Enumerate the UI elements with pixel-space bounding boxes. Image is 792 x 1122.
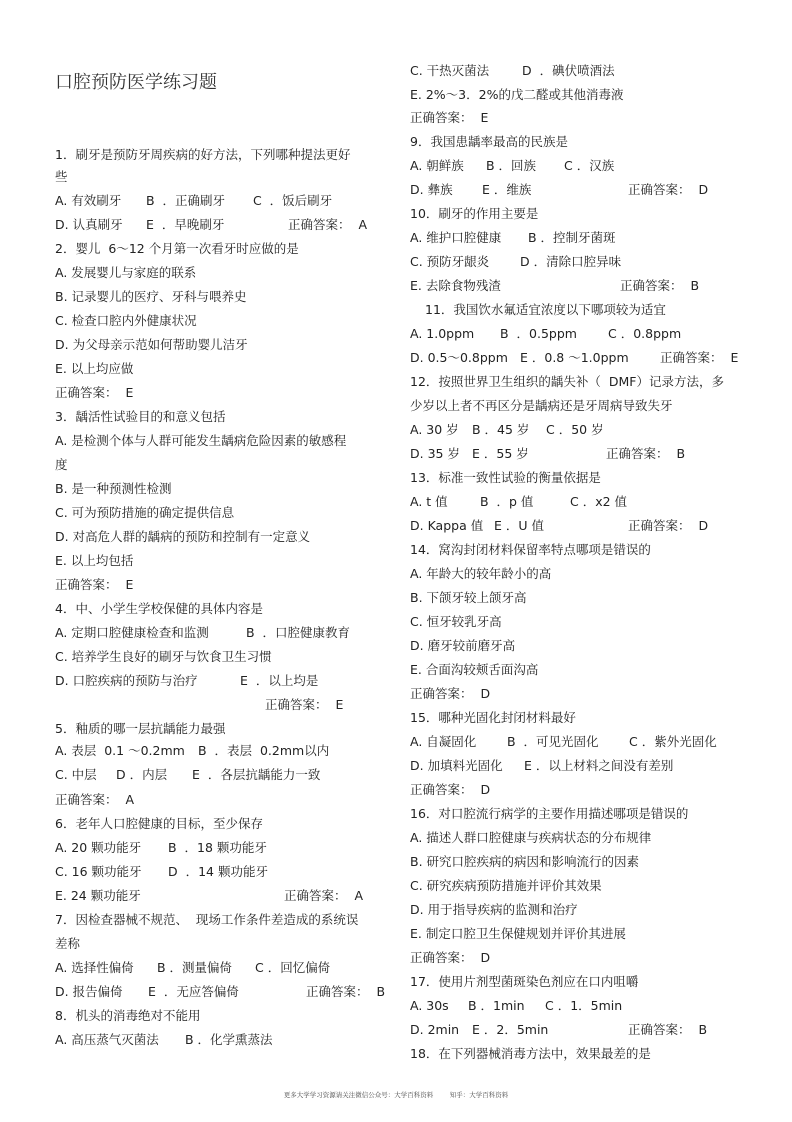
question-text: 2．婴儿 6～12 个月第一次看牙时应做的是 — [55, 241, 299, 256]
answer-key: 正确答案： E — [410, 110, 489, 125]
question-text: 11．我国饮水氟适宜浓度以下哪项较为适宜 — [425, 302, 666, 317]
option-text: B ．表层 0.2mm以内 — [198, 743, 330, 758]
option-text: C. 培养学生良好的刷牙与饮食卫生习惯 — [55, 649, 272, 664]
option-text: D ．碘伏喷酒法 — [522, 63, 615, 78]
option-text: D. Kappa 值 — [410, 518, 484, 533]
option-text: E ．2．5min — [472, 1022, 549, 1037]
option-text: B. 下颌牙较上颌牙高 — [410, 590, 527, 605]
option-text: A. 自凝固化 — [410, 734, 477, 749]
option-text: E. 去除食物残渣 — [410, 278, 501, 293]
option-text: A. 维护口腔健康 — [410, 230, 502, 245]
answer-key: 正确答案： B — [620, 278, 700, 293]
answer-key: 正确答案： D — [410, 950, 491, 965]
question-text: 1．刷牙是预防牙周疾病的好方法，下列哪种提法更好 — [55, 147, 351, 162]
option-text: C. 预防牙龈炎 — [410, 254, 490, 269]
option-text: C. 干热灭菌法 — [410, 63, 490, 78]
option-text: E. 制定口腔卫生保健规划并评价其进展 — [410, 926, 626, 941]
option-text: D. 0.5～0.8ppm — [410, 350, 508, 365]
option-text: B ．0.5ppm — [500, 326, 577, 341]
option-text: C. 16 颗功能牙 — [55, 864, 142, 879]
option-text: E ．各层抗龋能力一致 — [192, 767, 321, 782]
question-text: 16．对口腔流行病学的主要作用描述哪项是错误的 — [410, 806, 689, 821]
option-text: C. 检查口腔内外健康状况 — [55, 313, 197, 328]
option-text: C. 恒牙较乳牙高 — [410, 614, 502, 629]
answer-key: 正确答案： D — [410, 686, 491, 701]
option-text: E ．早晚刷牙 — [146, 217, 225, 232]
option-text: B ．控制牙菌斑 — [528, 230, 616, 245]
option-text: D. 2min — [410, 1022, 460, 1037]
option-text: E ．以上均是 — [240, 673, 319, 688]
question-text: 15．哪种光固化封闭材料最好 — [410, 710, 576, 725]
option-text: D. 对高危人群的龋病的预防和控制有一定意义 — [55, 529, 311, 544]
question-text: 8．机头的消毒绝对不能用 — [55, 1008, 201, 1023]
option-text: E ．U 值 — [494, 518, 544, 533]
option-text: E ．0.8 ～1.0ppm — [520, 350, 629, 365]
answer-key: 正确答案： D — [410, 782, 491, 797]
option-text: B. 是一种预测性检测 — [55, 481, 172, 496]
option-text: A. 30 岁 — [410, 422, 459, 437]
option-text: A. 高压蒸气灭菌法 — [55, 1032, 159, 1047]
option-text: E. 以上均包括 — [55, 553, 134, 568]
option-text: C ．紫外光固化 — [629, 734, 717, 749]
question-text: 6．老年人口腔健康的目标，至少保存 — [55, 816, 263, 831]
option-text: C. 可为预防措施的确定提供信息 — [55, 505, 235, 520]
answer-key: 正确答案： A — [288, 217, 367, 232]
option-text: A. 发展婴儿与家庭的联系 — [55, 265, 197, 280]
option-text: D. 彝族 — [410, 182, 453, 197]
footer-note: 更多大学学习资源请关注微信公众号：大学百科资料 知乎：大学百科资料 — [283, 1091, 509, 1099]
option-text: A. 1.0ppm — [410, 326, 475, 341]
option-text: D. 口腔疾病的预防与治疗 — [55, 673, 198, 688]
option-text: E. 以上均应做 — [55, 361, 134, 376]
option-text: D ．14 颗功能牙 — [168, 864, 268, 879]
option-text: 度 — [55, 457, 68, 472]
option-text: D ．清除口腔异味 — [520, 254, 622, 269]
option-text: B ．可见光固化 — [507, 734, 599, 749]
option-text: C ．回忆偏倚 — [255, 960, 331, 975]
question-text: 18．在下列器械消毒方法中，效果最差的是 — [410, 1046, 651, 1061]
option-text: B ．正确刷牙 — [146, 193, 226, 208]
option-text: A. 表层 0.1 ～0.2mm — [55, 743, 185, 758]
option-text: E ．无应答偏倚 — [148, 984, 239, 999]
question-text: 9．我国患龋率最高的民族是 — [410, 134, 568, 149]
option-text: A. 朝鲜族 — [410, 158, 464, 173]
option-text: C. 研究疾病预防措施并评价其效果 — [410, 878, 602, 893]
answer-key: 正确答案： E — [660, 350, 739, 365]
option-text: E ．55 岁 — [472, 446, 529, 461]
option-text: B ．测量偏倚 — [157, 960, 233, 975]
question-text: 12．按照世界卫生组织的龋失补（ DMF）记录方法，多 — [410, 374, 724, 389]
option-text: E. 24 颗功能牙 — [55, 888, 141, 903]
option-text: A. 年龄大的较年龄小的高 — [410, 566, 552, 581]
option-text: E ．以上材料之间没有差别 — [524, 758, 674, 773]
option-text: D. 认真刷牙 — [55, 217, 123, 232]
option-text: D. 用于指导疾病的监测和治疗 — [410, 902, 578, 917]
option-text: B. 记录婴儿的医疗、牙科与喂养史 — [55, 289, 247, 304]
option-text: C ．1．5min — [545, 998, 623, 1013]
option-text: D. 35 岁 — [410, 446, 460, 461]
question-text: 13．标准一致性试验的衡量依据是 — [410, 470, 601, 485]
answer-key: 正确答案： B — [306, 984, 386, 999]
answer-key: 正确答案： B — [628, 1022, 708, 1037]
option-text: A. 30s — [410, 998, 449, 1013]
option-text: D. 为父母亲示范如何帮助婴儿洁牙 — [55, 337, 248, 352]
option-text: B ．p 值 — [480, 494, 534, 509]
question-text: 7．因检查器械不规范、 现场工作条件差造成的系统误 — [55, 912, 359, 927]
option-text: C ．0.8ppm — [608, 326, 682, 341]
answer-key: 正确答案： B — [606, 446, 686, 461]
option-text: B ．化学熏蒸法 — [185, 1032, 273, 1047]
option-text: C ．汉族 — [564, 158, 615, 173]
question-text: 10．刷牙的作用主要是 — [410, 206, 539, 221]
option-text: 些 — [55, 169, 68, 184]
option-text: D. 报告偏倚 — [55, 984, 123, 999]
option-text: A. 是检测个体与人群可能发生龋病危险因素的敏感程 — [55, 433, 347, 448]
option-text: 少岁以上者不再区分是龋病还是牙周病导致失牙 — [410, 398, 673, 413]
question-text: 3．龋活性试验目的和意义包括 — [55, 409, 226, 424]
option-text: D. 磨牙较前磨牙高 — [410, 638, 516, 653]
question-text: 4．中、小学生学校保健的具体内容是 — [55, 601, 263, 616]
option-text: B ．45 岁 — [472, 422, 530, 437]
question-text: 5．釉质的哪一层抗龋能力最强 — [55, 721, 226, 736]
answer-key: 正确答案： D — [628, 182, 709, 197]
option-text: B ．回族 — [486, 158, 537, 173]
option-text: B ．1min — [468, 998, 525, 1013]
answer-key: 正确答案： E — [265, 697, 344, 712]
answer-key: 正确答案： E — [55, 577, 134, 592]
option-text: E. 2%～3．2%的戊二醛或其他消毒液 — [410, 87, 624, 102]
option-text: A. 20 颗功能牙 — [55, 840, 142, 855]
option-text: 差称 — [55, 936, 81, 951]
option-text: C. 中层 — [55, 767, 97, 782]
answer-key: 正确答案： E — [55, 385, 134, 400]
option-text: D ．内层 — [116, 767, 168, 782]
answer-key: 正确答案： A — [284, 888, 363, 903]
question-text: 17．使用片剂型菌斑染色剂应在口内咀嚼 — [410, 974, 639, 989]
option-text: C ．x2 值 — [570, 494, 628, 509]
option-text: A. 有效刷牙 — [55, 193, 122, 208]
option-text: B ．18 颗功能牙 — [168, 840, 267, 855]
option-text: B ．口腔健康教育 — [246, 625, 351, 640]
option-text: E ．维族 — [482, 182, 532, 197]
document-title: 口腔预防医学练习题 — [55, 72, 217, 93]
option-text: A. 描述人群口腔健康与疾病状态的分布规律 — [410, 830, 652, 845]
answer-key: 正确答案： D — [628, 518, 709, 533]
option-text: D. 加填料光固化 — [410, 758, 503, 773]
option-text: C ．饭后刷牙 — [253, 193, 333, 208]
answer-key: 正确答案： A — [55, 792, 134, 807]
option-text: A. 定期口腔健康检查和监测 — [55, 625, 209, 640]
option-text: A. 选择性偏倚 — [55, 960, 134, 975]
option-text: C ．50 岁 — [546, 422, 604, 437]
option-text: B. 研究口腔疾病的病因和影响流行的因素 — [410, 854, 640, 869]
option-text: A. t 值 — [410, 494, 448, 509]
question-text: 14．窝沟封闭材料保留率特点哪项是错误的 — [410, 542, 651, 557]
option-text: E. 合面沟较颊舌面沟高 — [410, 662, 539, 677]
